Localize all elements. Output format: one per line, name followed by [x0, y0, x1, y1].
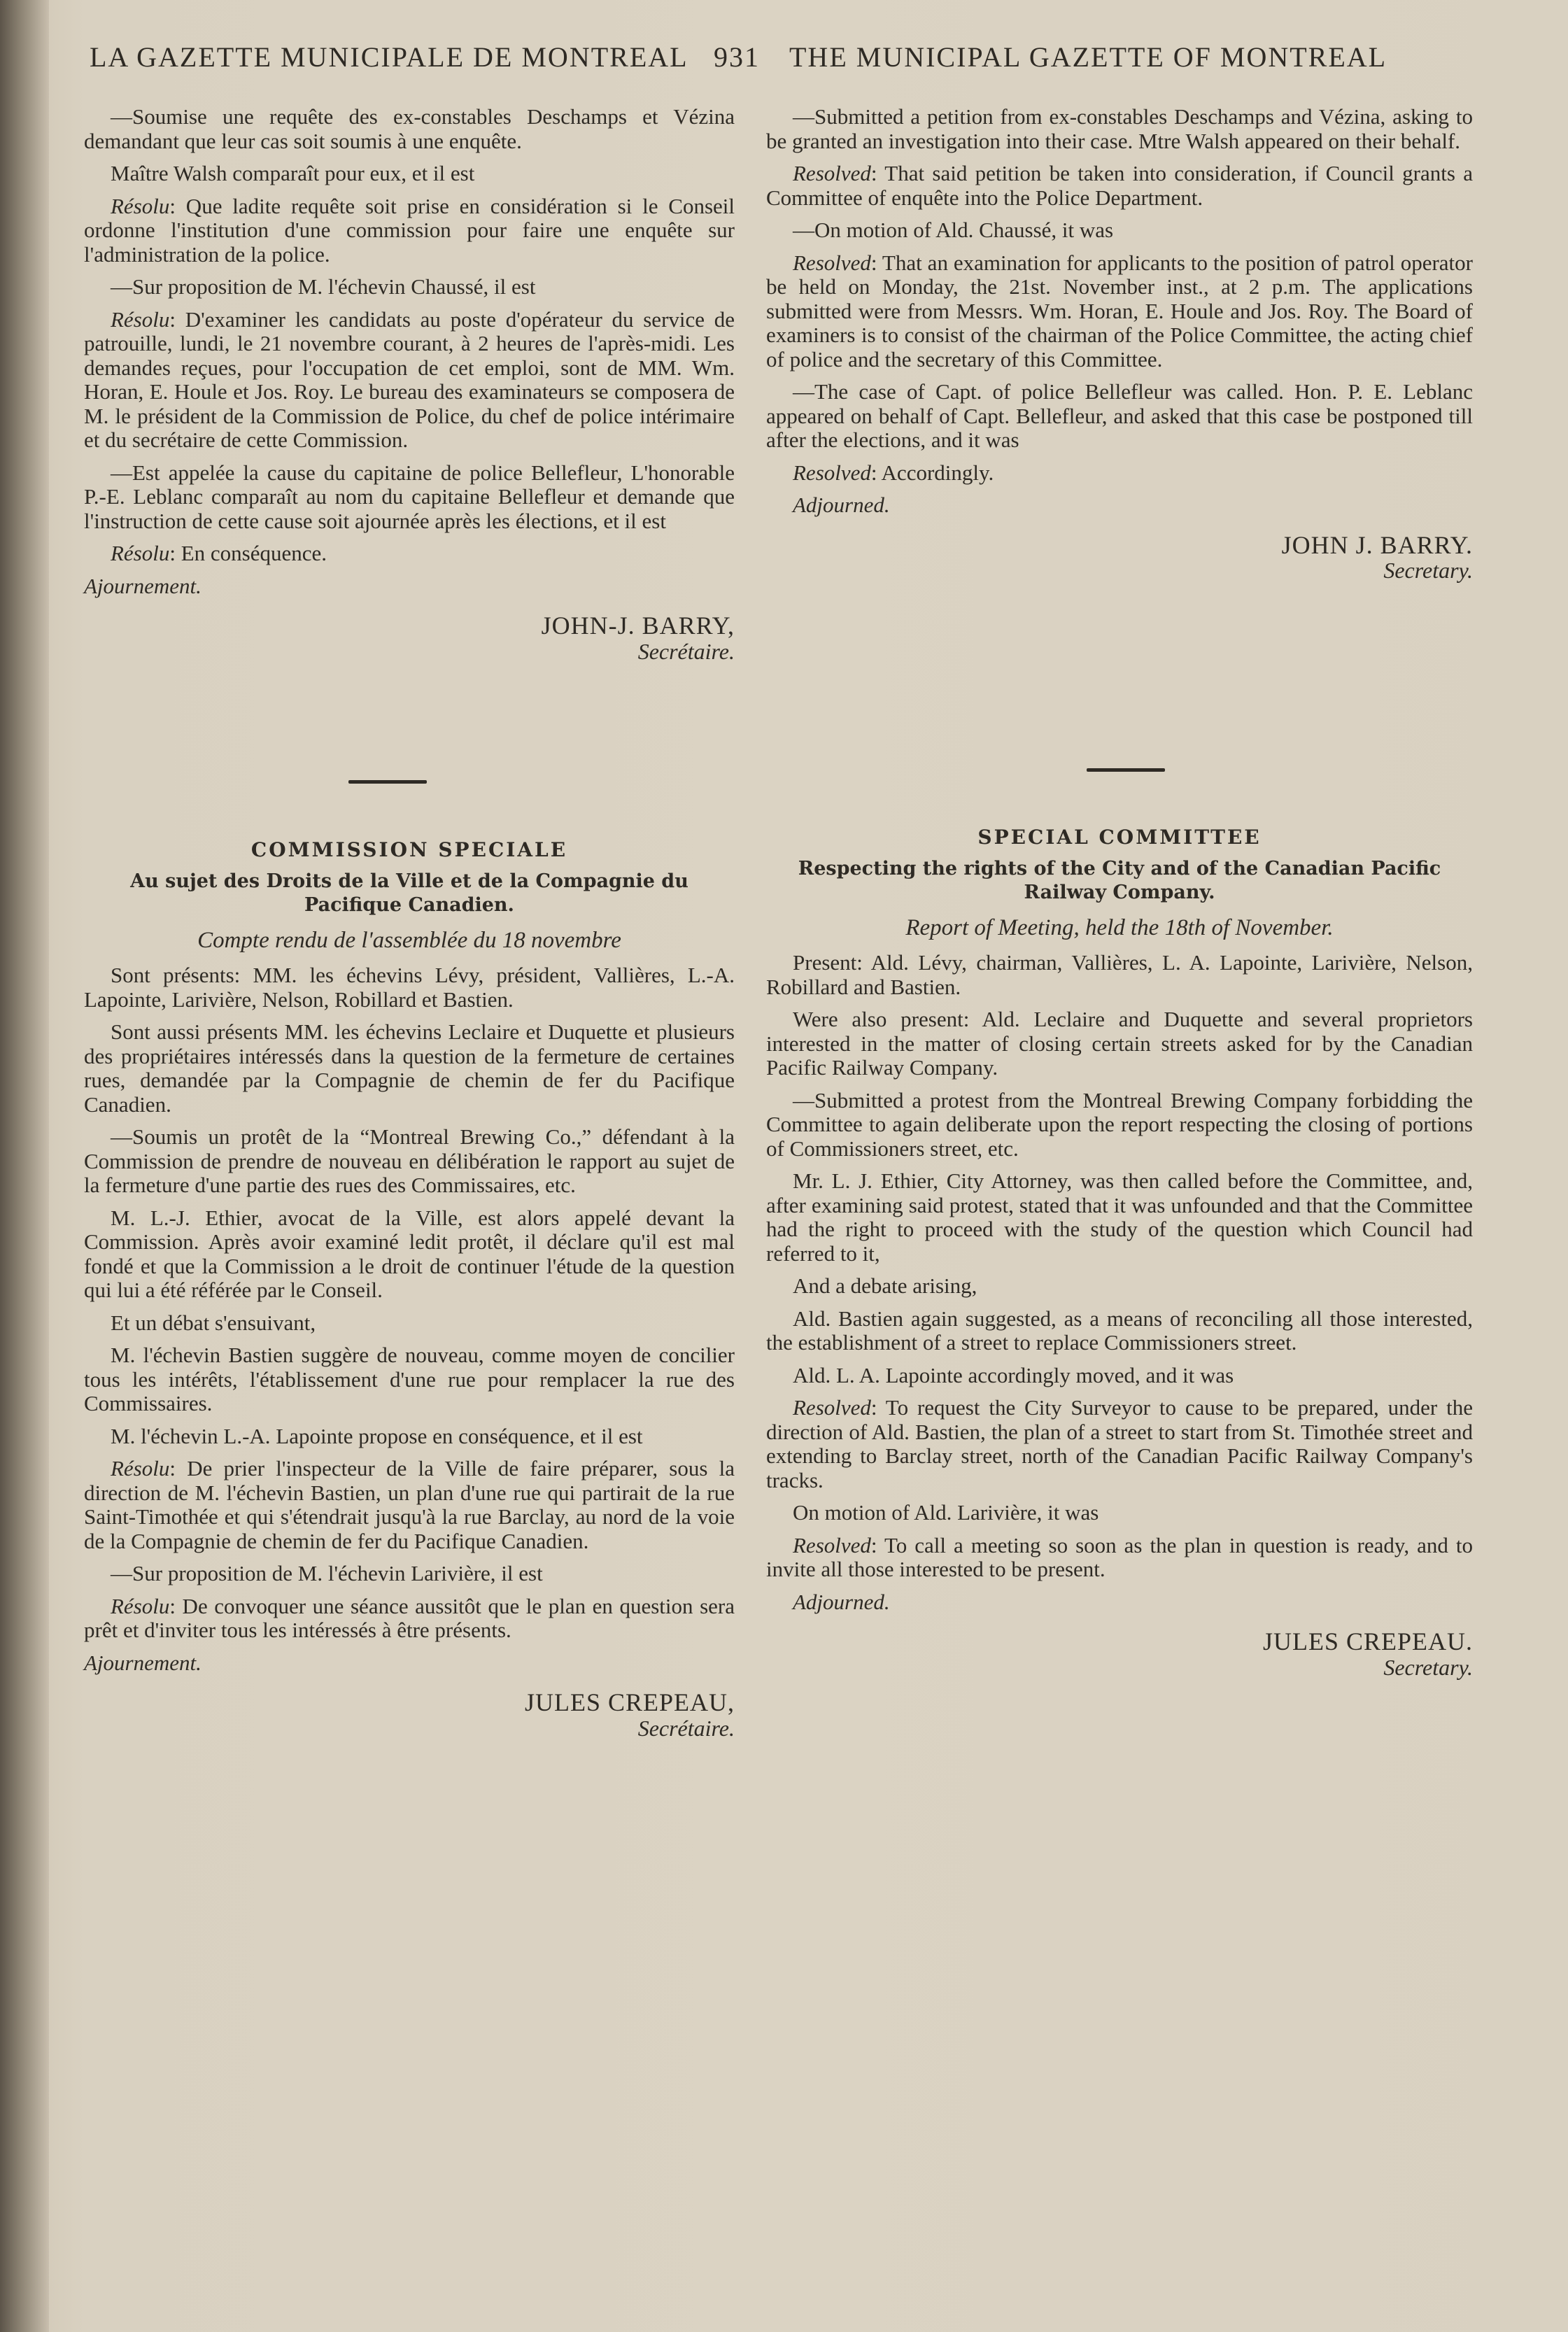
signature: JULES CREPEAU, — [524, 1688, 735, 1716]
section-subtitle: Respecting the rights of the City and of the Canadian Pacific Railway Company. — [798, 857, 1441, 903]
paragraph: Resolved: That said petition be taken into consideration, if Council grants a Committee of enquête into the Police Department. — [766, 161, 1473, 210]
section-title: SPECIAL COMMITTEE — [977, 826, 1262, 849]
page-header — [90, 41, 1440, 90]
paragraph: Résolu: D'examiner les candidats au poste d'opérateur du service de patrouille, lundi, le 21 novembre courant, à 2 heures de l'après-midi. Les demandes reçues, pour l'occupation de cet emploi, sont de MM. Wm. Horan, E. Houle et Jos. Roy. Le bureau des examinateurs se composera de M. le président de la Commission de Police, du chef de police intérimaire et du secrétaire de cette Commission. — [84, 306, 735, 452]
paragraph: Et un débat s'ensuivant, — [111, 1310, 316, 1335]
resolution-label: Resolved — [793, 250, 871, 275]
paragraph: —Submitted a protest from the Montreal Brewing Company forbidding the Committee to again deliberate upon the report respecting the closing of portions of Commissioners street, etc. — [766, 1087, 1473, 1161]
signature: JOHN J. BARRY. — [1281, 530, 1473, 559]
report-heading: Report of Meeting, held the 18th of November. — [905, 914, 1334, 940]
paragraph: —On motion of Ald. Chaussé, it was — [793, 218, 1114, 242]
resolution-label: Résolu — [111, 193, 170, 218]
paragraph: —Soumise une requête des ex-constables Deschamps et Vézina demandant que leur cas soit soumis à une enquête. — [84, 104, 735, 153]
paragraph: Were also present: Ald. Leclaire and Duquette and several proprietors interested in the matter of closing certain streets asked for by the Canadian Pacific Railway Company. — [766, 1007, 1473, 1080]
resolution-label: Resolved — [793, 1532, 871, 1557]
paragraph: —Soumis un protêt de la “Montreal Brewing Co.,” défendant à la Commission de prendre de nouveau en délibération le rapport au sujet de la fermeture d'une partie des rues des Commissaires, etc. — [84, 1124, 735, 1197]
paragraph: M. l'échevin Bastien suggère de nouveau, comme moyen de concilier tous les intérêts, l'établissement d'une rue pour remplacer la rue des Commissaires. — [84, 1343, 735, 1415]
adjournment: Ajournement. — [84, 1650, 202, 1675]
paragraph: Resolved: Accordingly. — [793, 460, 994, 485]
signature: JULES CREPEAU. — [1262, 1627, 1473, 1655]
english-masthead: THE MUNICIPAL GAZETTE OF MONTREAL — [789, 41, 1387, 73]
page-number: 931 — [714, 41, 760, 73]
paragraph: Ald. Bastien again suggested, as a means of reconciling all those interested, the establishment of a street to replace Commissioners street. — [766, 1306, 1473, 1355]
paragraph: Résolu: De convoquer une séance aussitôt que le plan en question sera prêt et d'inviter tous les intéressés à être présents. — [84, 1593, 735, 1642]
paragraph: Résolu: En conséquence. — [111, 541, 327, 565]
section-divider — [1087, 768, 1165, 772]
paragraph: —Submitted a petition from ex-constables Deschamps and Vézina, asking to be granted an investigation into their case. Mtre Walsh appeared on their behalf. — [766, 104, 1473, 153]
resolution-label: Résolu — [111, 1593, 170, 1618]
paragraph: On motion of Ald. Larivière, it was — [793, 1500, 1099, 1525]
paragraph: Ald. L. A. Lapointe accordingly moved, and it was — [793, 1362, 1234, 1387]
report-heading: Compte rendu de l'assemblée du 18 novembre — [197, 927, 621, 953]
section-title: COMMISSION SPECIALE — [250, 838, 568, 861]
resolution-label: Résolu — [111, 541, 170, 565]
adjournment: Ajournement. — [84, 573, 202, 598]
paragraph: Résolu: De prier l'inspecteur de la Ville de faire préparer, sous la direction de M. l'échevin Bastien, un plan d'une rue qui partirait de la rue Saint-Timothée et qui s'étendrait jusqu'à la rue Barclay, au nord de la voie de la Compagnie de chemin de fer du Pacifique Canadien. — [84, 1456, 735, 1553]
signature: JOHN-J. BARRY, — [541, 612, 735, 639]
paragraph: —Est appelée la cause du capitaine de police Bellefleur, L'honorable P.-E. Leblanc comparaît au nom du capitaine Bellefleur et demande que l'instruction de cette cause soit ajournée après les élections, et il est — [84, 460, 735, 533]
paragraph: —Sur proposition de M. l'échevin Chaussé, il est — [111, 274, 536, 299]
french-bottom-section — [84, 838, 735, 1740]
paragraph: M. l'échevin L.-A. Lapointe propose en conséquence, et il est — [111, 1423, 643, 1448]
paragraph: And a debate arising, — [793, 1273, 977, 1298]
paragraph: Maître Walsh comparaît pour eux, et il est — [111, 161, 475, 185]
english-bottom-section — [766, 826, 1473, 1679]
signature-role: Secretary. — [1383, 558, 1473, 583]
resolution-label: Resolved — [793, 460, 871, 485]
french-top-section — [84, 105, 735, 663]
english-top-section — [766, 105, 1473, 583]
paragraph: Resolved: That an examination for applicants to the position of patrol operator be held on Monday, the 21st. November inst., at 2 p.m. The applications submitted were from Messrs. Wm. Horan, E. Houle and Jos. Roy. The Board of examiners is to consist of the chairman of the Police Committee, the acting chief of police and the secretary of this Committee. — [766, 250, 1473, 372]
paragraph: Sont présents: MM. les échevins Lévy, président, Vallières, L.-A. Lapointe, Larivière, Nelson, Robillard et Bastien. — [84, 963, 735, 1012]
section-divider — [348, 780, 427, 784]
paragraph: Mr. L. J. Ethier, City Attorney, was then called before the Committee, and, after examining said protest, stated that it was unfounded and that the Committee had the right to proceed with the study of the question which Council had referred to it, — [766, 1168, 1473, 1266]
paragraph: M. L.-J. Ethier, avocat de la Ville, est alors appelé devant la Commission. Après avoir examiné ledit protêt, il déclare qu'il est mal fondé et que la Commission a le droit de continuer l'étude de la question qui lui a été référée par le Conseil. — [84, 1205, 735, 1302]
adjournment: Adjourned. — [793, 493, 890, 517]
paragraph: Résolu: Que ladite requête soit prise en considération si le Conseil ordonne l'institution d'une commission pour faire une enquête sur l'administration de la police. — [84, 193, 735, 267]
resolution-label: Résolu — [111, 1456, 170, 1481]
signature-role: Secrétaire. — [637, 1715, 735, 1741]
adjournment: Adjourned. — [793, 1589, 890, 1614]
paragraph: Resolved: To request the City Surveyor to cause to be prepared, under the direction of Ald. Bastien, the plan of a street to start from St. Timothée street and extending to Barclay street, north of the Canadian Pacific Railway Company's tracks. — [766, 1395, 1473, 1492]
paragraph: —Sur proposition de M. l'échevin Larivière, il est — [111, 1561, 543, 1585]
paragraph: Resolved: To call a meeting so soon as the plan in question is ready, and to invite all those interested to be present. — [766, 1532, 1473, 1581]
section-subtitle: Au sujet des Droits de la Ville et de la Compagnie du Pacifique Canadien. — [130, 870, 688, 916]
resolution-label: Resolved — [793, 161, 871, 185]
signature-role: Secretary. — [1383, 1654, 1473, 1680]
paragraph: Present: Ald. Lévy, chairman, Vallières, L. A. Lapointe, Larivière, Nelson, Robillard and Bastien. — [766, 950, 1473, 999]
resolution-label: Résolu — [111, 306, 170, 332]
paragraph: Sont aussi présents MM. les échevins Leclaire et Duquette et plusieurs des propriétaires intéressés dans la question de la fermeture de certaines rues, demandée par la Compagnie de chemin de fer du Pacifique Canadien. — [84, 1019, 735, 1117]
resolution-label: Resolved — [793, 1395, 871, 1420]
paragraph: —The case of Capt. of police Bellefleur was called. Hon. P. E. Leblanc appeared on behalf of Capt. Bellefleur, and asked that this case be postponed till after the elections, and it was — [766, 379, 1473, 452]
signature-role: Secrétaire. — [637, 638, 735, 664]
french-masthead: LA GAZETTE MUNICIPALE DE MONTREAL — [90, 41, 688, 73]
binding-gutter — [0, 0, 49, 2332]
